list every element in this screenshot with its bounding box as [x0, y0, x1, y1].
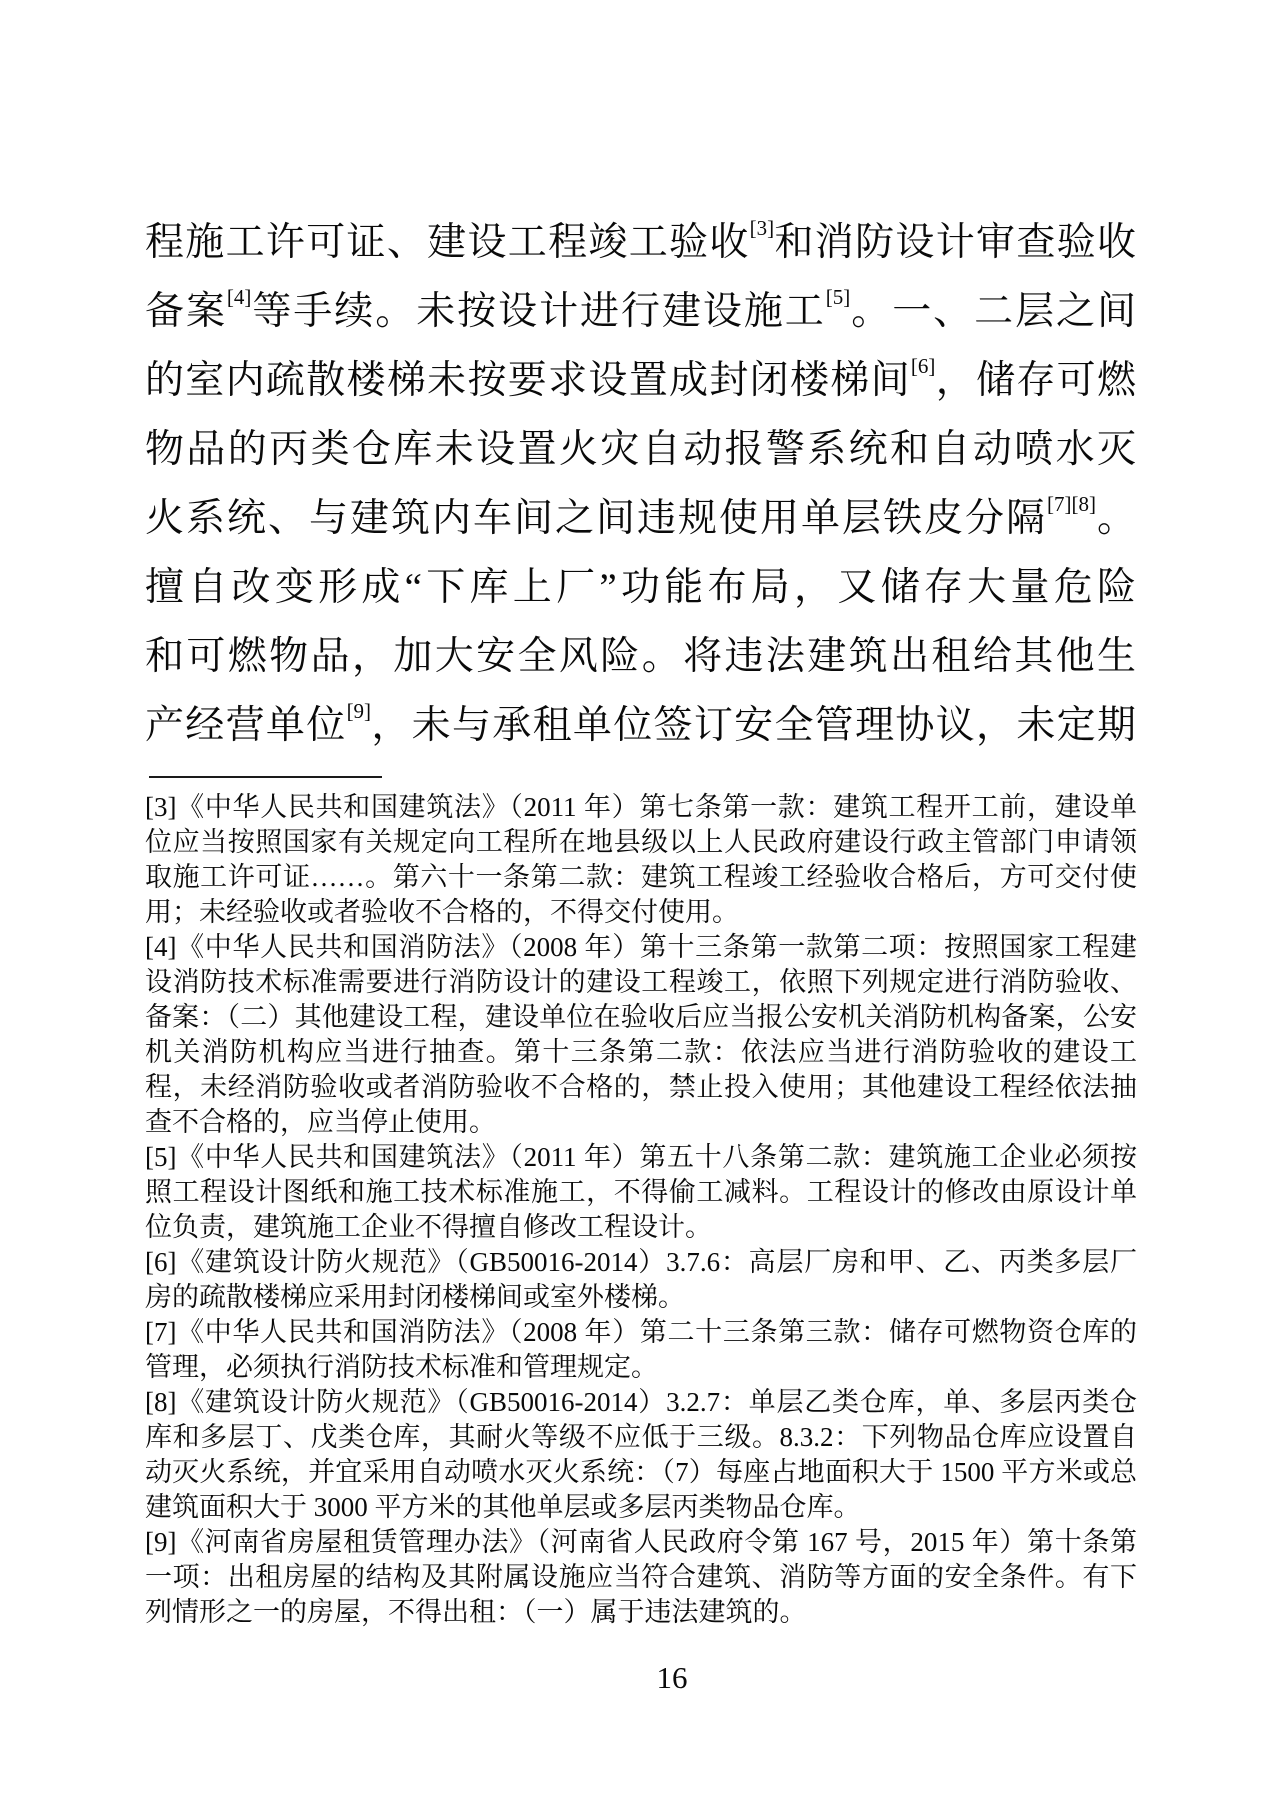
- body-text: 备案: [145, 290, 227, 333]
- page-number: 16: [656, 1660, 688, 1695]
- body-paragraph: [145, 208, 1137, 760]
- body-text: 。: [1095, 497, 1137, 540]
- footnote-text: 《中华人民共和国建筑法》（2011 年）第七条第一款：建筑工程开工前，建设单位应当按照国家有关规定向工程所在地县级以上人民政府建设行政主管部门申请领取施工许可证……。第六十一条第二款：建筑工程竣工经验收合格后，方可交付使用；未经验收或者验收不合格的，不得交付使用。: [145, 792, 1137, 927]
- body-text: 的室内疏散楼梯未按要求设置成封闭楼梯间: [145, 359, 911, 402]
- footnote-text: 《中华人民共和国消防法》（2008 年）第十三条第一款第二项：按照国家工程建设消防技术标准需要进行消防设计的建设工程竣工，依照下列规定进行消防验收、备案：（二）其他建设工程，建设单位在验收后应当报公安机关消防机构备案，公安机关消防机构应当进行抽查。第十三条第二款：依法应当进行消防验收的建设工程，未经消防验收或者消防验收不合格的，禁止投入使用；其他建设工程经依法抽查不合格的，应当停止使用。: [145, 932, 1137, 1137]
- body-line: [145, 553, 1137, 622]
- body-text: 和可燃物品，加大安全风险。将违法建筑出租给其他生: [145, 635, 1137, 678]
- footnote-item: [145, 1315, 1137, 1385]
- footnote-label: [9]: [145, 1527, 177, 1557]
- body-text: ，未与承租单位签订安全管理协议，未定期: [371, 704, 1137, 747]
- text-column: [145, 208, 1137, 1630]
- footnote-ref: [6]: [910, 354, 936, 378]
- body-text: 擅自改变形成“下库上厂”功能布局，又储存大量危险: [145, 566, 1137, 609]
- footnote-label: [8]: [145, 1387, 177, 1417]
- footnote-ref: [7][8]: [1047, 492, 1096, 516]
- body-text: 产经营单位: [145, 704, 347, 747]
- footnote-label: [6]: [145, 1247, 177, 1277]
- body-text: 等手续。未按设计进行建设施工: [251, 290, 826, 333]
- body-line: [145, 277, 1137, 346]
- body-text: 和消防设计审查验收: [774, 221, 1137, 264]
- body-line: [145, 622, 1137, 691]
- footnote-label: [7]: [145, 1317, 177, 1347]
- footnote-label: [4]: [145, 932, 177, 962]
- footnote-label: [5]: [145, 1142, 177, 1172]
- footnote-text: 《河南省房屋租赁管理办法》（河南省人民政府令第 167 号，2015 年）第十条第一项：出租房屋的结构及其附属设施应当符合建筑、消防等方面的安全条件。有下列情形之一的房屋，不得出租：（一）属于违法建筑的。: [145, 1527, 1137, 1627]
- footnote-item: [145, 1245, 1137, 1315]
- body-text: 物品的丙类仓库未设置火灾自动报警系统和自动喷水灭: [145, 428, 1137, 471]
- body-line: [145, 484, 1137, 553]
- body-line: [145, 346, 1137, 415]
- footnote-ref: [4]: [226, 285, 252, 309]
- footnote-text: 《建筑设计防火规范》（GB50016-2014）3.2.7：单层乙类仓库，单、多层丙类仓库和多层丁、戊类仓库，其耐火等级不应低于三级。8.3.2：下列物品仓库应设置自动灭火系统，并宜采用自动喷水灭火系统：（7）每座占地面积大于 1500 平方米或总建筑面积大于 3000 平方米的其他单层或多层丙类物品仓库。: [145, 1387, 1137, 1522]
- footnote-ref: [3]: [749, 216, 775, 240]
- footnote-text: 《建筑设计防火规范》（GB50016-2014）3.7.6：高层厂房和甲、乙、丙类多层厂房的疏散楼梯应采用封闭楼梯间或室外楼梯。: [145, 1247, 1137, 1312]
- footnote-text: 《中华人民共和国消防法》（2008 年）第二十三条第三款：储存可燃物资仓库的管理，必须执行消防技术标准和管理规定。: [145, 1317, 1137, 1382]
- footnote-item: [145, 790, 1137, 930]
- footnote-item: [145, 930, 1137, 1140]
- footnote-separator: [149, 776, 382, 778]
- footnote-item: [145, 1385, 1137, 1525]
- footnotes: [145, 790, 1137, 1630]
- body-text: 。一、二层之间: [850, 290, 1137, 333]
- body-text: 火系统、与建筑内车间之间违规使用单层铁皮分隔: [145, 497, 1047, 540]
- body-line: [145, 691, 1137, 760]
- footnote-item: [145, 1525, 1137, 1630]
- footnote-item: [145, 1140, 1137, 1245]
- footnote-label: [3]: [145, 792, 177, 822]
- body-text: ，储存可燃: [935, 359, 1137, 402]
- footnote-ref: [5]: [825, 285, 851, 309]
- body-line: [145, 208, 1137, 277]
- footnote-ref: [9]: [346, 699, 372, 723]
- body-text: 程施工许可证、建设工程竣工验收: [145, 221, 750, 264]
- footnote-text: 《中华人民共和国建筑法》（2011 年）第五十八条第二款：建筑施工企业必须按照工程设计图纸和施工技术标准施工，不得偷工减料。工程设计的修改由原设计单位负责，建筑施工企业不得擅自修改工程设计。: [145, 1142, 1137, 1242]
- body-line: [145, 415, 1137, 484]
